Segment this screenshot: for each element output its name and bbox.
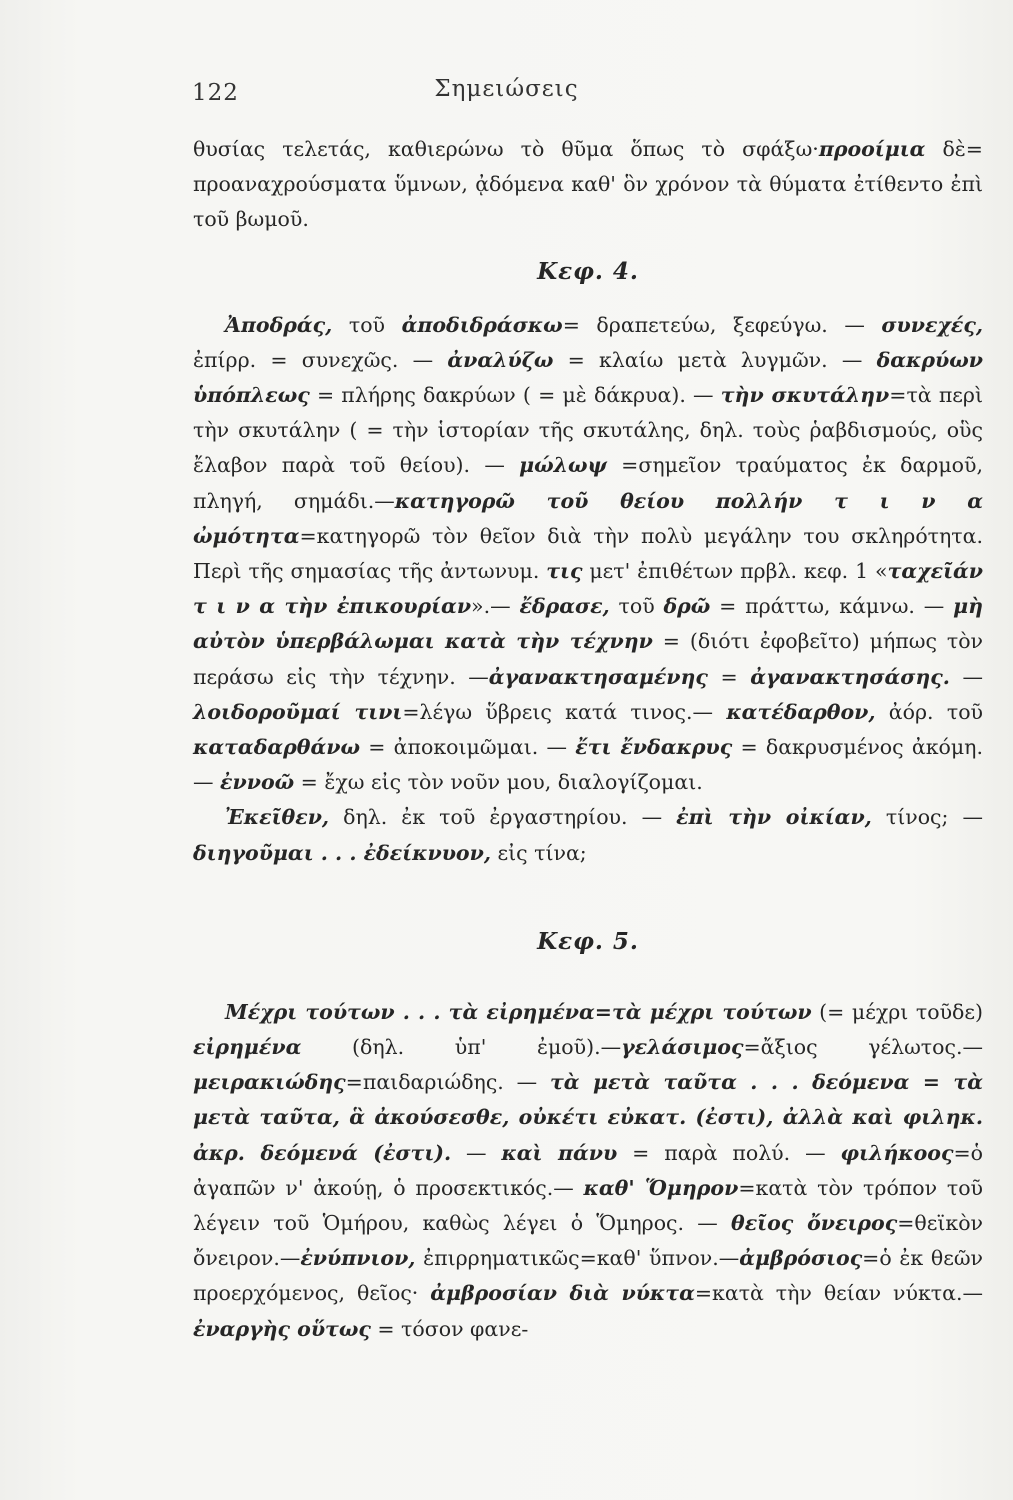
text-run: =	[707, 664, 751, 689]
page-header	[0, 74, 1013, 114]
text-run: ἀόρ. τοῦ	[875, 699, 983, 724]
term: ἀμβροσίαν διὰ νύκτα	[430, 1281, 695, 1306]
term: κατέδαρθον,	[726, 699, 876, 724]
text-run: μετ' ἐπιθέτων πρβλ. κεφ. 1 «	[582, 559, 888, 584]
term: ἐπὶ τὴν οἰκίαν,	[676, 805, 872, 830]
text-run: = (διότι ἐφοβεῖτο) μήπως τὸν περάσω εἰς τὴν τέχνην. —	[193, 629, 984, 689]
text-run: ».—	[471, 594, 520, 619]
text-run: θυσίας τελετάς, καθιερώνω τὸ θῦμα ὅπως τὸ σφάξω·	[193, 137, 819, 161]
chapter-4-heading: Κεφ. 4.	[537, 257, 639, 285]
text-run: =θεϊκὸν ὄνειρον.—	[193, 1211, 983, 1271]
term: τὴν σκυτάλην	[720, 383, 890, 408]
term: δρῶ	[663, 594, 711, 619]
text-run: =ὁ ἐκ θεῶν προερχόμενος, θεῖος·	[193, 1246, 983, 1306]
term: λοιδοροῦμαί τινι	[193, 699, 403, 724]
text-run: = κλαίω μετὰ λυγμῶν. —	[553, 347, 877, 372]
term: Ἐκεῖθεν,	[225, 805, 330, 830]
term: καθ' Ὅμηρον	[583, 1175, 739, 1200]
text-run: = πράττω, κάμνω. —	[710, 594, 954, 619]
text-run: (δηλ. ὑπ' ἐμοῦ).—	[301, 1035, 622, 1060]
intro-paragraph	[193, 132, 983, 238]
term: ἀναλύζω	[447, 347, 554, 372]
text-run: =τὰ περὶ τὴν σκυτάλην ( = τὴν ἱστορίαν τῆς σκυτάλης, δηλ. τοὺς ῥαβδισμούς, οὓς ἔλαβον παρὰ τοῦ θείου). —	[193, 383, 983, 478]
text-run: τίνος; —	[871, 805, 983, 830]
running-title: Σημειώσεις	[434, 76, 579, 102]
chapter-5-heading: Κεφ. 5.	[537, 927, 639, 955]
text-run: τοῦ	[332, 312, 402, 337]
text-run: εἰς τίνα;	[490, 840, 587, 865]
term: θεῖος ὄνειρος	[731, 1211, 898, 1236]
text-run: = τόσον φανε-	[370, 1316, 529, 1341]
term: ἀμβρόσιος	[739, 1246, 863, 1271]
term: μὴ αὐτὸν ὑπερβάλωμαι κατὰ τὴν τέχνην	[193, 594, 983, 654]
text-run: ἐπιρρηματικῶς=καθ' ὕπνον.—	[415, 1246, 740, 1271]
term: ἀποδιδράσκω	[401, 312, 563, 337]
term: Ἀποδράς,	[225, 312, 333, 337]
term: εἰρημένα	[193, 1035, 302, 1060]
term: ἐναργὴς οὕτως	[193, 1316, 371, 1341]
term: καὶ πάνυ	[501, 1140, 618, 1165]
term: Μέχρι τούτων . . . τὰ εἰρημένα=τὰ μέχρι τούτων	[225, 999, 812, 1024]
text-run: = δακρυσμένος ἀκόμη.—	[193, 735, 983, 795]
text-run: = πλήρης δακρύων ( = μὲ δάκρυα). —	[309, 383, 721, 408]
text-run: = παρὰ πολύ. —	[617, 1140, 841, 1165]
text-run: =παιδαριώδης. —	[345, 1070, 550, 1095]
term: δακρύων ὑπόπλεως	[193, 347, 983, 408]
text-run: =κατὰ τὴν θείαν νύκτα.—	[694, 1281, 984, 1306]
text-run: (= μέχρι τοῦδε)	[811, 999, 983, 1024]
term: γελάσιμος	[621, 1035, 744, 1060]
term: καταδαρθάνω	[193, 735, 360, 760]
term: φιλήκοος	[840, 1140, 954, 1165]
text-run: —	[949, 664, 983, 689]
text-run: =κατὰ τὸν τρόπον τοῦ λέγειν τοῦ Ὁμήρου, καθὼς λέγει ὁ Ὅμηρος. —	[193, 1175, 983, 1236]
text-run: = δραπετεύω, ξεφεύγω. —	[562, 312, 882, 337]
text-run: ἐπίρρ. = συνεχῶς. —	[193, 347, 448, 372]
chapter-5-paragraph-1	[193, 995, 983, 1347]
text-run: =κατηγορῶ τὸν θεῖον διὰ τὴν πολὺ μεγάλην του σκληρότητα. Περὶ τῆς σημασίας τῆς ἀντωνυμ.	[193, 523, 983, 584]
term: διηγοῦμαι . . . ἐδείκνυον,	[193, 840, 491, 865]
term: μώλωψ	[519, 453, 607, 478]
term: ἔτι ἔνδακρυς	[575, 735, 733, 760]
term: ἔδρασε,	[519, 594, 610, 619]
term: ἐνύπνιον,	[300, 1246, 416, 1271]
text-run: = ἔχω εἰς τὸν νοῦν μου, διαλογίζομαι.	[294, 770, 703, 795]
term: προοίμια	[818, 137, 926, 161]
text-run: =σημεῖον τραύματος ἐκ δαρμοῦ, πληγή, σημάδι.—	[193, 453, 983, 513]
page-body	[193, 132, 983, 1347]
text-run: =λέγω ὕβρεις κατά τινος.—	[402, 699, 727, 724]
page-number: 122	[192, 80, 239, 106]
text-run: —	[451, 1140, 502, 1165]
text-run: δὲ= προαναχρούσματα ὕμνων, ᾀδόμενα καθ' ὃν χρόνον τὰ θύματα ἐτίθεντο ἐπὶ τοῦ βωμοῦ.	[193, 137, 983, 232]
term: ταχεῖάν τ ι ν α τὴν ἐπικουρίαν	[193, 559, 983, 619]
chapter-4-paragraph-2	[193, 800, 983, 870]
term: μειρακιώδης	[193, 1070, 346, 1095]
term: ἀγανακτησαμένης	[488, 664, 708, 689]
term: τις	[546, 559, 583, 584]
text-run: =ἄξιος γέλωτος.—	[743, 1035, 983, 1060]
chapter-4-paragraph-1	[193, 308, 983, 801]
term: ἐννοῶ	[220, 770, 295, 795]
text-run: =ὁ ἀγαπῶν ν' ἀκούῃ, ὁ προσεκτικός.—	[193, 1140, 983, 1200]
term: συνεχές,	[881, 312, 984, 337]
term: κατηγορῶ τοῦ θείου πολλήν τ ι ν α ὠμότητα	[193, 488, 983, 548]
term: ἀγανακτησάσης.	[750, 664, 950, 689]
term: τὰ μετὰ ταῦτα . . . δεόμενα = τὰ μετὰ ταῦτα, ἃ ἀκούσεσθε, οὐκέτι εὐκατ. (ἐστι), ἀλλὰ καὶ φιληκ. ἀκρ. δεόμενά (ἐστι).	[193, 1070, 983, 1165]
text-run: δηλ. ἐκ τοῦ ἐργαστηρίου. —	[329, 805, 677, 830]
text-run: = ἀποκοιμῶμαι. —	[359, 735, 576, 760]
text-run: τοῦ	[609, 594, 664, 619]
